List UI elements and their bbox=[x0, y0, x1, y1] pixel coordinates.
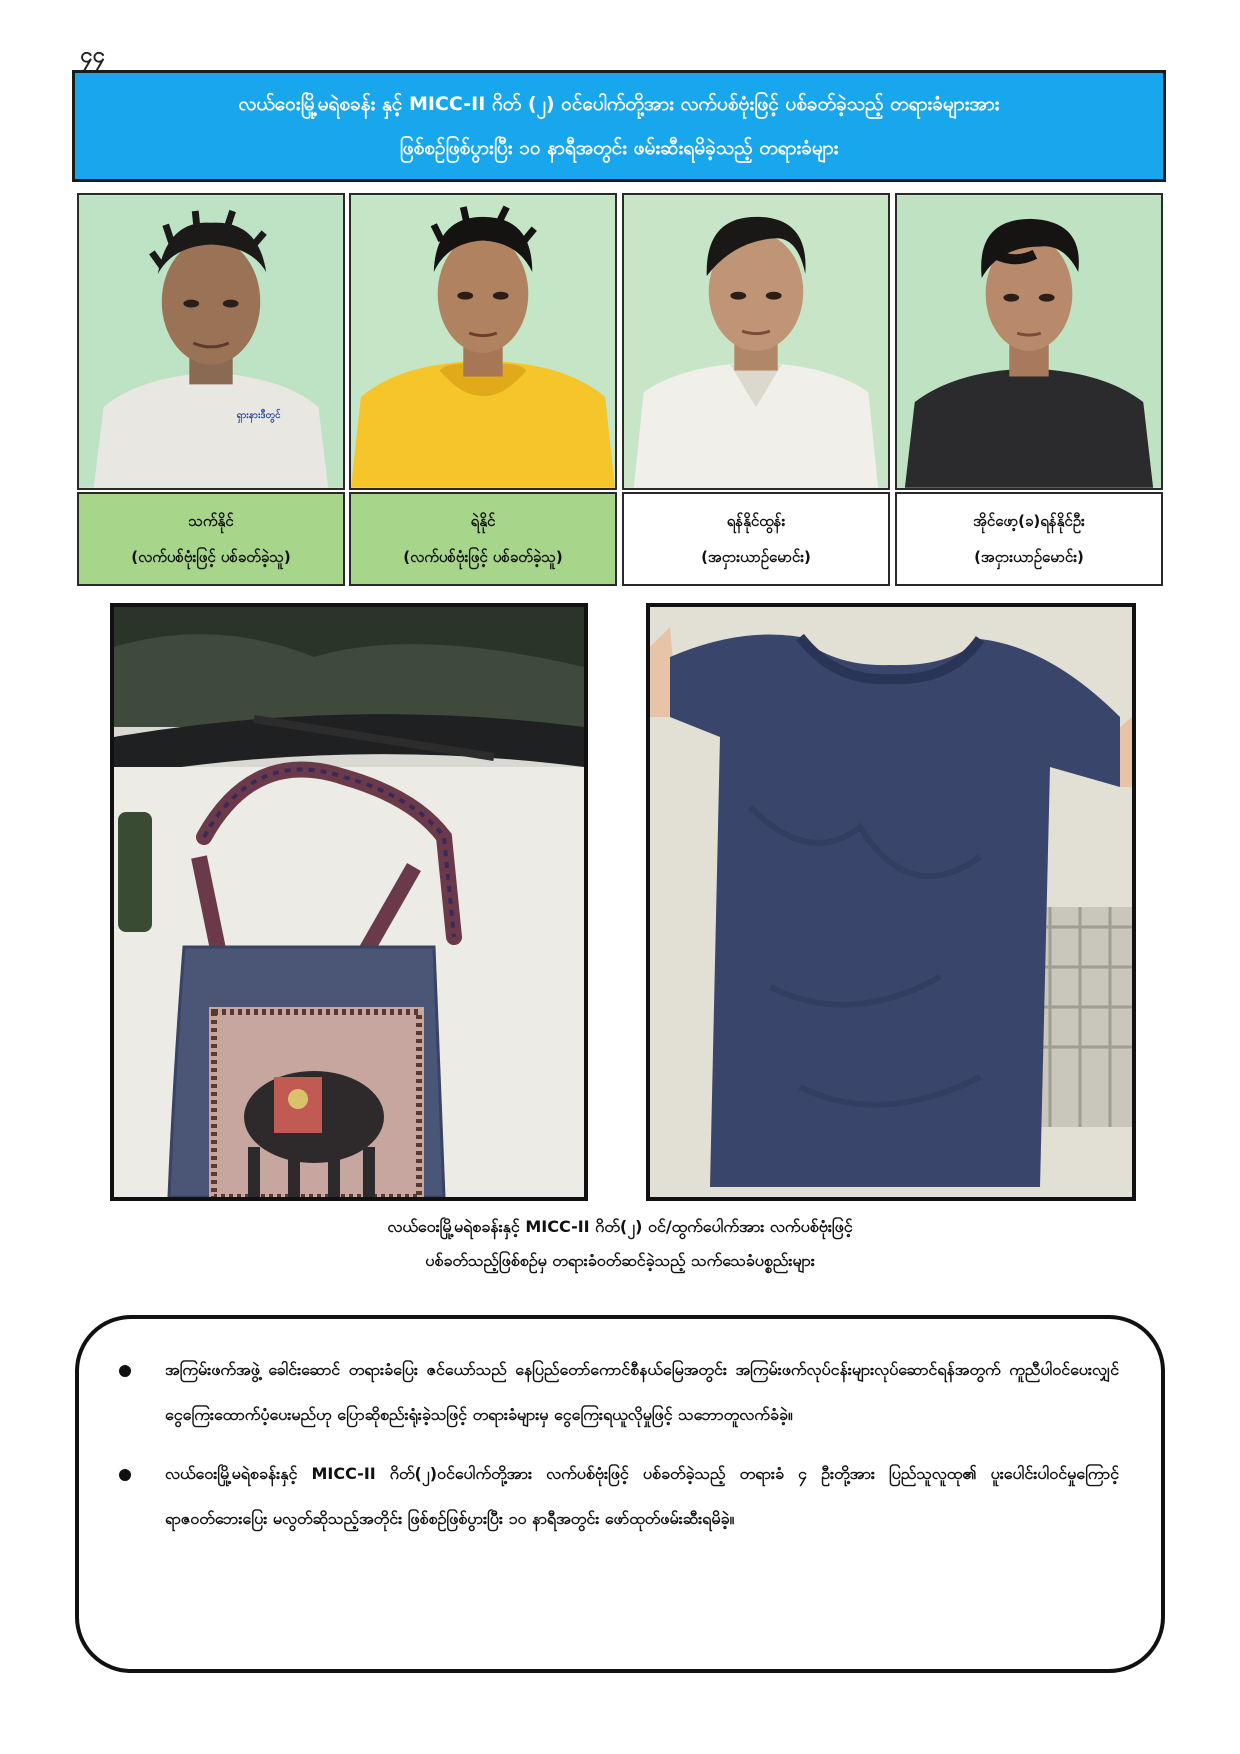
suspect-photo-3-image bbox=[624, 195, 888, 488]
suspect-name-cell-1 bbox=[77, 492, 345, 586]
suspect-photo-1-image bbox=[79, 195, 343, 488]
tshirt-image bbox=[650, 607, 1132, 1197]
suspect-name: အိုင်ဖော့(ခ)ရန်နိုင်ဦး bbox=[973, 512, 1085, 530]
suspect-role: (လက်ပစ်ဗုံးဖြင့် ပစ်ခတ်ခဲ့သူ) bbox=[131, 548, 291, 566]
page-number: ၄၄ bbox=[80, 43, 105, 68]
evidence-caption bbox=[200, 1210, 1040, 1278]
suspect-name-cell-4 bbox=[895, 492, 1163, 586]
suspect-name-row bbox=[77, 492, 1163, 586]
note-text: လယ်ဝေးမြို့မရဲစခန်းနှင့် MICC-II ဂိတ်(၂)ဝင်ပေါက်တို့အား လက်ပစ်ဗုံးဖြင့် ပစ်ခတ်ခဲ့သည့် တရားခံ ၄ ဦးတို့အား ပြည်သူလူထု၏ ပူးပေါင်းပါဝင်မှုကြောင့် ရာဇဝတ်ဘေးပြေး မလွတ်ဆိုသည့်အတိုင်း ဖြစ်စဉ်ဖြစ်ပွားပြီး ၁၀ နာရီအတွင်း ဖော်ထုတ်ဖမ်းဆီးရမိခဲ့။ bbox=[165, 1464, 1119, 1528]
suspect-photo-4-image bbox=[897, 195, 1161, 488]
suspect-role: (အငှားယာဉ်မောင်း) bbox=[974, 548, 1084, 566]
suspect-photo-3 bbox=[622, 193, 890, 490]
suspect-photo-2 bbox=[349, 193, 617, 490]
note-text: အကြမ်းဖက်အဖွဲ့ ခေါင်းဆောင် တရားခံပြေး ဇင်ယော်သည် နေပြည်တော်ကောင်စီနယ်မြေအတွင်း အကြမ်းဖက်လုပ်ငန်းများလုပ်ဆောင်ရန်အတွက် ကူညီပါဝင်ပေးလျှင် ငွေကြေးထောက်ပံ့ပေးမည်ဟု ပြောဆိုစည်းရုံးခဲ့သဖြင့် တရားခံများမှ ငွေကြေးရယူလိုမှုဖြင့် သဘောတူလက်ခံခဲ့။ bbox=[165, 1360, 1119, 1424]
suspect-name-cell-2 bbox=[349, 492, 617, 586]
title-line-2: ဖြစ်စဉ်ဖြစ်ပွားပြီး ၁၀ နာရီအတွင်း ဖမ်းဆီးရမိခဲ့သည့် တရားခံများ bbox=[399, 137, 839, 159]
suspect-photo-4 bbox=[895, 193, 1163, 490]
shoulder-bag-image bbox=[114, 607, 584, 1197]
note-item-1 bbox=[119, 1347, 1119, 1437]
suspect-name: သက်နိုင် bbox=[188, 512, 234, 530]
note-item-2 bbox=[119, 1451, 1119, 1541]
suspect-photo-row bbox=[77, 193, 1163, 490]
suspect-role: (အငှားယာဉ်မောင်း) bbox=[701, 548, 811, 566]
evidence-caption-line-1: လယ်ဝေးမြို့မရဲစခန်းနှင့် MICC-II ဂိတ်(၂) ဝင်/ထွက်ပေါက်အား လက်ပစ်ဗုံးဖြင့် bbox=[387, 1217, 853, 1236]
page-title bbox=[72, 70, 1166, 182]
suspect-name: ရန်နိုင်ထွန်း bbox=[726, 512, 786, 530]
suspect-name-cell-3 bbox=[622, 492, 890, 586]
suspect-role: (လက်ပစ်ဗုံးဖြင့် ပစ်ခတ်ခဲ့သူ) bbox=[403, 548, 563, 566]
suspect-name: ရဲနိုင် bbox=[470, 512, 496, 530]
evidence-photo-tshirt bbox=[646, 603, 1136, 1201]
notes-box bbox=[75, 1315, 1165, 1673]
bullet-icon bbox=[119, 1469, 131, 1481]
suspect-photo-1 bbox=[77, 193, 345, 490]
evidence-photo-bag bbox=[110, 603, 588, 1201]
title-line-1: လယ်ဝေးမြို့မရဲစခန်း နှင့် MICC-II ဂိတ် (၂) ဝင်ပေါက်တို့အား လက်ပစ်ဗုံးဖြင့် ပစ်ခတ်ခဲ့သည့် တရားခံများအား bbox=[238, 93, 1000, 115]
bullet-icon bbox=[119, 1365, 131, 1377]
suspect-photo-2-image bbox=[351, 195, 615, 488]
evidence-caption-line-2: ပစ်ခတ်သည့်ဖြစ်စဉ်မှ တရားခံဝတ်ဆင်ခဲ့သည့် သက်သေခံပစ္စည်းများ bbox=[425, 1251, 815, 1270]
svg-text:ရှားနားဒီတွင်: ရှားနားဒီတွင် bbox=[236, 409, 281, 421]
